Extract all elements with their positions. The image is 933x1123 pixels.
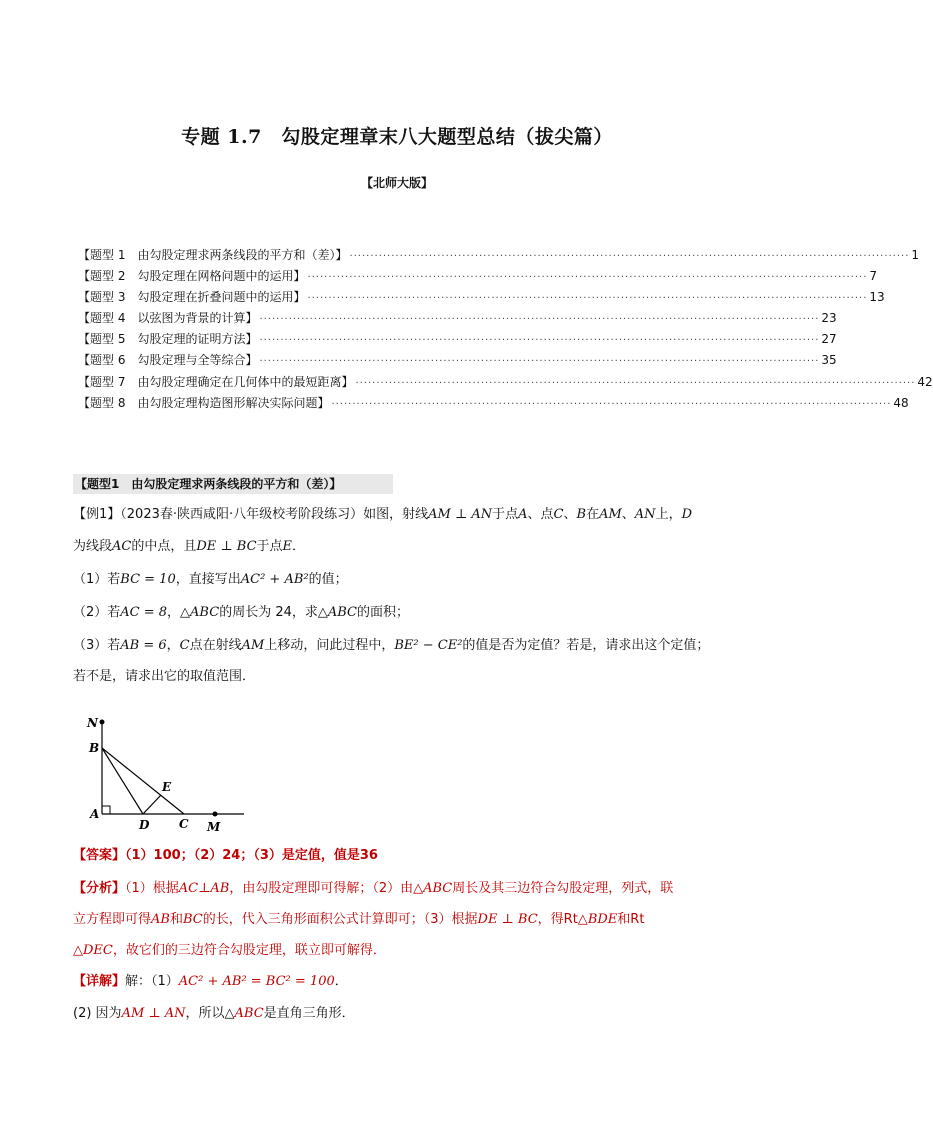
toc-entry-2[interactable] xyxy=(78,267,878,288)
toc-page: 7 xyxy=(869,269,878,284)
analysis-line3: △DEC，故它们的三边符合勾股定理，联立即可解得． xyxy=(73,943,386,958)
label-a: A xyxy=(90,807,100,821)
toc-leader: ······································································································································ xyxy=(259,356,820,368)
segment-bd xyxy=(102,748,143,814)
toc-label: 【题型 6 勾股定理与全等综合】 xyxy=(78,353,258,368)
toc-leader: ······································································································································ xyxy=(331,398,892,410)
toc-page: 42 xyxy=(917,374,933,389)
geometry-figure xyxy=(82,712,252,837)
toc-entry-6[interactable] xyxy=(78,351,837,372)
detail-line2: (2) 因为AM ⊥ AN，所以△ABC是直角三角形． xyxy=(73,1006,355,1021)
example-stem-line1: 【例1】（2023春·陕西咸阳·八年级校考阶段练习）如图，射线AM ⊥ AN于点A、点C、B在AM、AN上，D xyxy=(73,507,693,522)
detail-line1: 【详解】解：（1）AC² + AB² = BC² = 100． xyxy=(73,974,348,989)
toc-leader: ······································································································································ xyxy=(307,293,868,305)
document-title: 专题 1.7 勾股定理章末八大题型总结（拔尖篇） xyxy=(181,126,613,148)
toc-label: 【题型 7 由勾股定理确定在几何体中的最短距离】 xyxy=(78,374,354,389)
toc-label: 【题型 1 由勾股定理求两条线段的平方和（差）】 xyxy=(78,248,348,262)
toc-entry-8[interactable] xyxy=(78,394,909,415)
toc-page: 35 xyxy=(821,353,837,368)
toc-entry-7[interactable] xyxy=(78,373,933,394)
toc-leader: ······································································································································ xyxy=(259,335,820,347)
toc-leader: ······································································································································ xyxy=(307,272,868,284)
toc-label: 【题型 4 以弦图为背景的计算】 xyxy=(78,311,258,326)
label-e: E xyxy=(162,780,172,794)
toc-label: 【题型 3 勾股定理在折叠问题中的运用】 xyxy=(78,290,306,305)
table-of-contents xyxy=(78,246,933,415)
question-3-cont: 若不是，请求出它的取值范围． xyxy=(73,669,256,684)
label-b: B xyxy=(89,741,100,755)
toc-entry-4[interactable] xyxy=(78,309,837,330)
section-heading: 【题型1 由勾股定理求两条线段的平方和（差）】 xyxy=(73,474,393,494)
segment-de xyxy=(143,795,161,814)
label-m: M xyxy=(207,820,221,834)
example-stem-line2: 为线段AC的中点，且DE ⊥ BC于点E． xyxy=(73,539,306,554)
edition-label: 【北师大版】 xyxy=(360,176,433,190)
toc-page: 27 xyxy=(821,332,837,347)
toc-entry-1[interactable] xyxy=(78,246,920,267)
toc-page: 23 xyxy=(821,311,837,326)
toc-label: 【题型 2 勾股定理在网格问题中的运用】 xyxy=(78,269,306,284)
toc-label: 【题型 5 勾股定理的证明方法】 xyxy=(78,332,258,347)
question-1: （1）若BC = 10，直接写出AC² + AB²的值； xyxy=(73,572,348,587)
toc-leader: ······································································································································ xyxy=(349,251,910,262)
answer-line: 【答案】（1）100；（2）24；（3）是定值，值是36 xyxy=(73,848,378,863)
toc-page: 13 xyxy=(869,290,885,305)
label-d: D xyxy=(139,818,150,832)
toc-page: 1 xyxy=(911,248,920,262)
toc-label: 【题型 8 由勾股定理构造图形解决实际问题】 xyxy=(78,395,330,410)
question-2: （2）若AC = 8，△ABC的周长为 24，求△ABC的面积； xyxy=(73,605,410,620)
right-angle-mark xyxy=(102,806,110,814)
toc-leader: ······································································································································ xyxy=(259,314,820,326)
label-c: C xyxy=(179,817,189,831)
label-n: N xyxy=(87,716,98,730)
analysis-line1: 【分析】（1）根据AC⊥AB，由勾股定理即可得解；（2）由△ABC周长及其三边符合勾股定理，列式，联 xyxy=(73,881,674,896)
point-n xyxy=(100,720,105,725)
question-3: （3）若AB = 6，C点在射线AM上移动，问此过程中，BE² − CE²的值是否为定值？若是，请求出这个定值； xyxy=(73,638,710,653)
segment-bc xyxy=(102,748,184,814)
toc-page: 48 xyxy=(893,395,909,410)
point-m xyxy=(213,812,218,817)
toc-entry-3[interactable] xyxy=(78,288,885,309)
toc-entry-5[interactable] xyxy=(78,330,837,351)
toc-leader: ······································································································································ xyxy=(355,377,916,389)
analysis-line2: 立方程即可得AB和BC的长，代入三角形面积公式计算即可；（3）根据DE ⊥ BC，得Rt△BDE和Rt xyxy=(73,912,645,927)
